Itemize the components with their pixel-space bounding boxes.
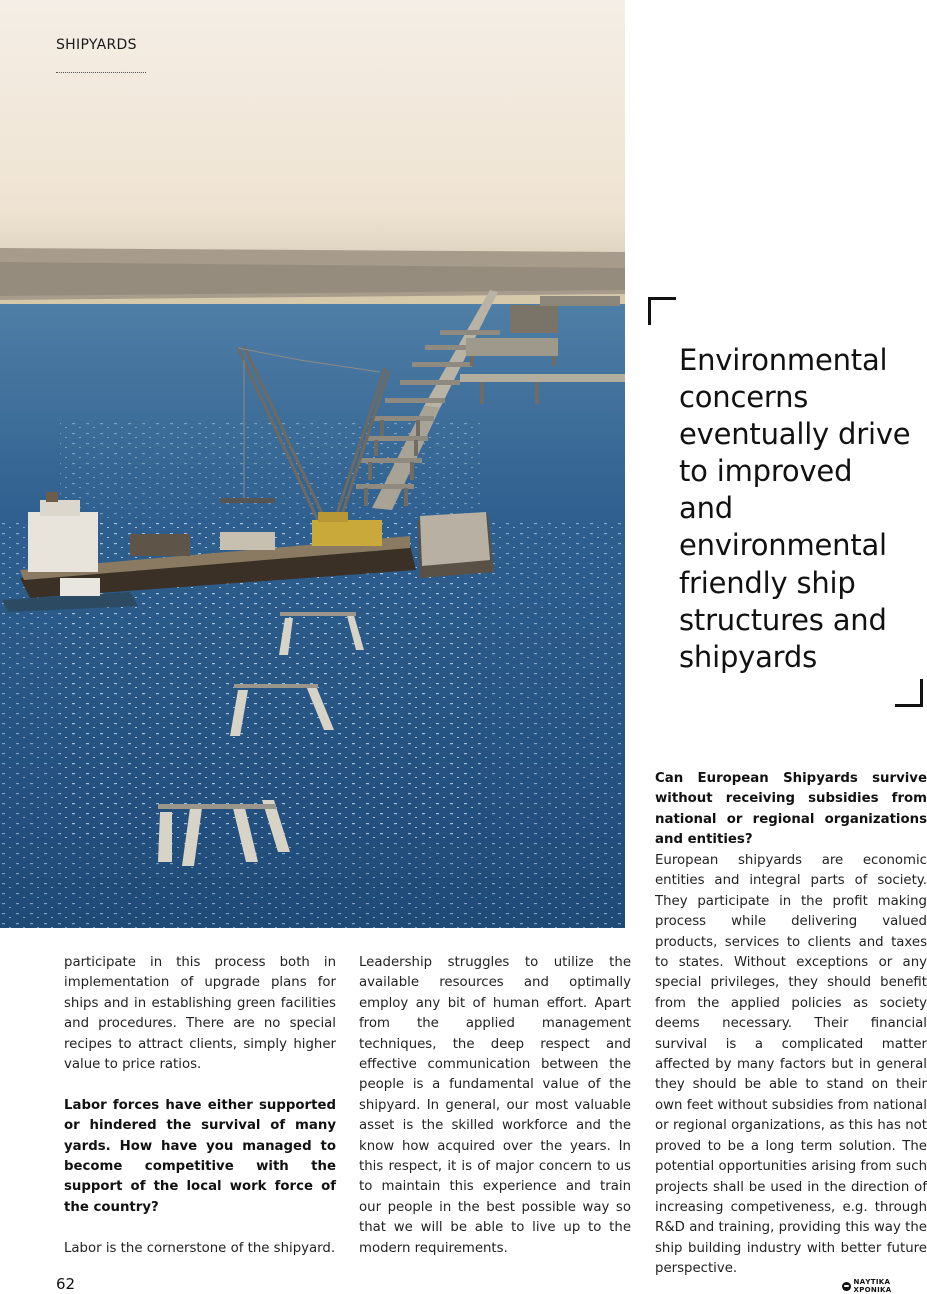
jetty-photo [0, 0, 625, 928]
section-divider [56, 72, 146, 73]
paragraph: Leadership struggles to utilize the available resources and optimally employ any bit of human effort. Apart from the applied management techniques, the deep respect and effective communication between the people is a fundamental value of the shipyard. In general, our most valuable asset is the skilled workforce and the know how acquired over the years. In this respect, it is of major concern to us to maintain this experience and train our people in the best possible way so that we will be able to live up to the modern requirements. [359, 955, 631, 1256]
interview-question: Can European Shipyards survive without receiving subsidies from national or regional organizations and entities? [655, 771, 927, 848]
paragraph: Labor is the cornerstone of the shipyard. [64, 1240, 336, 1256]
quote-bracket-bottom-right [895, 679, 923, 707]
interview-question: Labor forces have either supported or hindered the survival of many yards. How have you managed to become competitive with the support of the local work force of the country? [64, 1097, 336, 1215]
quote-bracket-top-left [648, 297, 676, 325]
brand-name: ΝΑΥΤΙΚΑ ΧΡΟΝΙΚΑ [853, 1278, 892, 1294]
jetty-photo-illustration [0, 0, 625, 928]
text-column-1 [64, 953, 336, 1259]
text-column-3 [655, 851, 927, 1280]
section-label: SHIPYARDS [56, 37, 137, 53]
page-number: 62 [56, 1275, 76, 1293]
brand-logo-icon [842, 1282, 851, 1291]
pull-quote: Environmental concerns eventually drive to improved and environmental friendly ship structures and shipyards [679, 343, 911, 674]
publication-brand [842, 1278, 927, 1294]
text-column-2 [359, 953, 631, 1259]
paragraph: participate in this process both in implementation of upgrade plans for ships and in establishing green facilities and procedures. There are no special recipes to attract clients, simply higher value to price ratios. [64, 955, 336, 1073]
paragraph: European shipyards are economic entities and integral parts of society. They participate in the profit making process while delivering valued products, services to clients and taxes to states. Without exceptions or any special privileges, they should benefit from the applied policies as society deems necessary. Their financial survival is a complicated matter affected by many factors but in general they should be able to stand on their own feet without subsidies from national or regional organizations, as this has not proved to be a long term solution. The potential opportunities arising from such projects shall be used in the direction of increasing competiveness, e.g. through R&D and training, providing this way the ship building industry with better future perspective. [655, 853, 927, 1277]
